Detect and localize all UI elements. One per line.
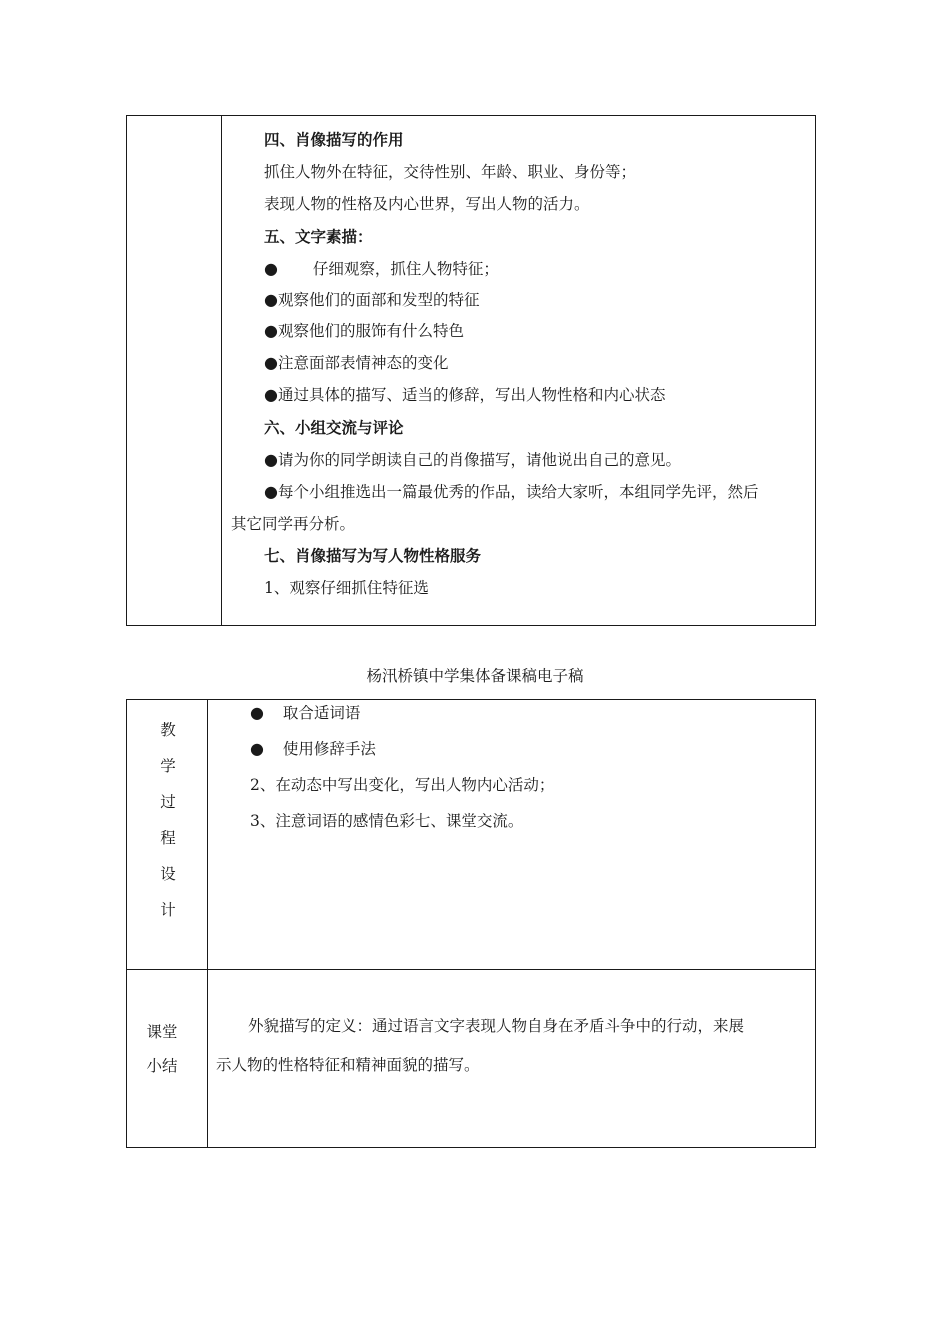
bullet-text: 请为你的同学朗读自己的肖像描写，请他说出自己的意见。 (277, 451, 681, 469)
bullet-item (264, 385, 665, 405)
text-line: 2、在动态中写出变化，写出人物内心活动； (250, 776, 555, 794)
label-char: 教 (160, 721, 176, 739)
bullet-item (250, 739, 376, 759)
label-line: 小结 (146, 1057, 178, 1075)
row-label-teaching-process (158, 720, 178, 936)
bullet-icon: ● (264, 450, 278, 469)
text-line: 其它同学再分析。 (231, 515, 356, 533)
section-heading-7: 七、肖像描写为写人物性格服务 (264, 546, 482, 565)
bullet-item (250, 703, 360, 723)
bullet-item (264, 321, 464, 341)
row-label-summary (142, 1015, 182, 1083)
bullet-text: 每个小组推选出一篇最优秀的作品，读给大家听，本组同学先评，然后 (277, 483, 759, 501)
label-char: 过 (160, 793, 176, 811)
bullet-item (264, 290, 479, 310)
bullet-text: 观察他们的服饰有什么特色 (277, 322, 464, 340)
page-title: 杨汛桥镇中学集体备课稿电子稿 (366, 667, 584, 685)
bullet-icon: ● (264, 353, 278, 372)
summary-text-line: 外貌描写的定义：通过语言文字表现人物自身在矛盾斗争中的行动，来展 (248, 1017, 745, 1035)
table-2 (126, 699, 816, 1148)
bullet-text: 使用修辞手法 (282, 740, 376, 758)
bullet-icon: ● (264, 321, 278, 340)
label-char: 学 (160, 757, 176, 775)
bullet-item (264, 353, 448, 373)
section-heading-6: 六、小组交流与评论 (264, 418, 404, 437)
bullet-item (264, 482, 758, 502)
bullet-item (264, 450, 681, 470)
summary-text-line: 示人物的性格特征和精神面貌的描写。 (216, 1056, 480, 1074)
label-line: 课堂 (146, 1023, 178, 1041)
label-char: 计 (160, 901, 176, 919)
bullet-item (264, 259, 499, 279)
bullet-text: 通过具体的描写、适当的修辞，写出人物性格和内心状态 (277, 386, 666, 404)
text-line: 3、注意词语的感情色彩七、课堂交流。 (250, 812, 524, 830)
bullet-icon: ● (264, 482, 278, 501)
bullet-icon: ● (264, 259, 278, 278)
text-line: 表现人物的性格及内心世界，写出人物的活力。 (264, 195, 590, 213)
bullet-text: 仔细观察，抓住人物特征； (312, 260, 499, 278)
table-2-row-divider (126, 969, 816, 970)
bullet-text: 观察他们的面部和发型的特征 (277, 291, 480, 309)
bullet-icon: ● (250, 739, 264, 758)
bullet-text: 取合适词语 (282, 704, 361, 722)
bullet-text: 注意面部表情神态的变化 (277, 354, 449, 372)
table-1-column-divider (221, 115, 222, 626)
table-2-column-divider (207, 699, 208, 1148)
section-heading-4: 四、肖像描写的作用 (264, 130, 404, 149)
bullet-icon: ● (264, 385, 278, 404)
bullet-icon: ● (250, 703, 264, 722)
text-line: 1、观察仔细抓住特征选 (264, 579, 429, 597)
bullet-icon: ● (264, 290, 278, 309)
text-line: 抓住人物外在特征，交待性别、年龄、职业、身份等； (264, 163, 637, 181)
label-char: 程 (160, 829, 176, 847)
label-char: 设 (160, 865, 176, 883)
section-heading-5: 五、文字素描： (264, 227, 373, 246)
